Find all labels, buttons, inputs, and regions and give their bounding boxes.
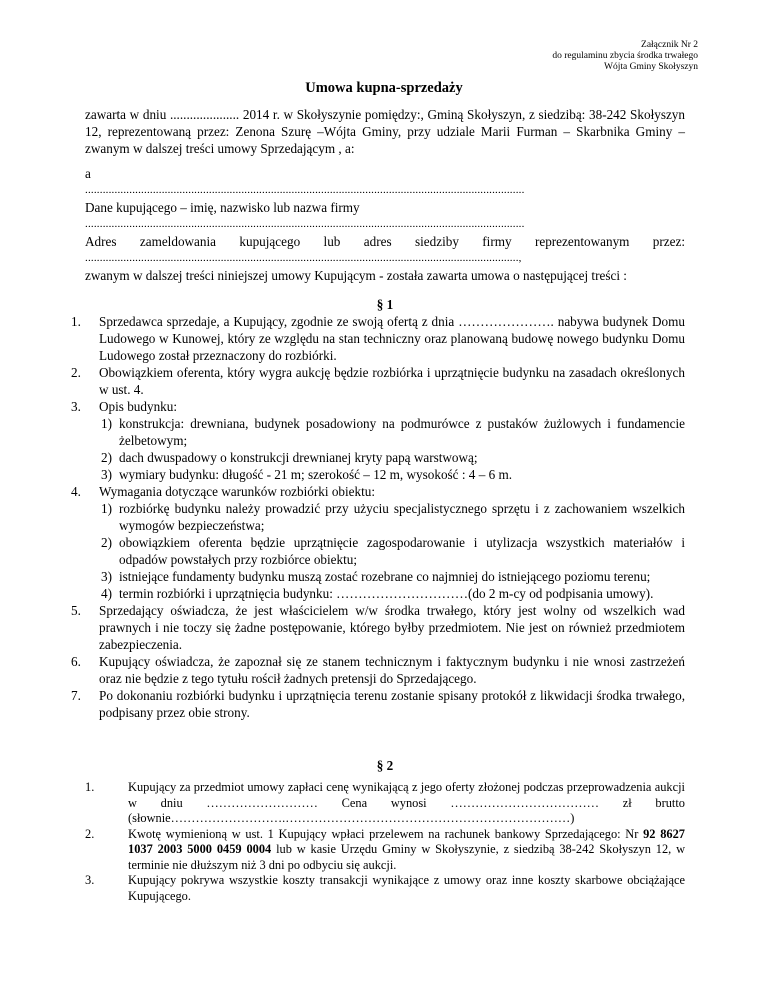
list-item <box>71 602 685 653</box>
annex-line-1: Załącznik Nr 2 <box>641 40 698 50</box>
item-number: 3) <box>101 569 112 584</box>
item-text: dach dwuspadowy o konstrukcji drewnianej kryty papą warstwową; <box>119 450 478 465</box>
section-1-list <box>71 313 685 721</box>
item-text: Kupujący za przedmiot umowy zapłaci cenę wynikającą z jego oferty złożonej podczas przeprowadzenia aukcji w dniu ……………………… Cena wynosi ……………………………… zł brutto (słownie……………………….……………………………………………………………) <box>128 780 685 825</box>
item-number: 5. <box>71 603 81 618</box>
list-item <box>85 534 685 568</box>
list-item <box>85 873 685 904</box>
annex-line-3: Wójta Gminy Skołyszyn <box>604 62 698 72</box>
item-text: lub w kasie Urzędu Gminy w Skołyszynie, z siedzibą 38-242 Skołyszyn 12, w terminie nie dłuższym niż 3 dni po odbyciu się aukcji. <box>128 842 686 872</box>
list-item <box>71 687 685 721</box>
item-number: 1) <box>101 416 112 431</box>
item-text: wymiary budynku: długość - 21 m; szerokość – 12 m, wysokość : 4 – 6 m. <box>119 467 513 482</box>
item-number: 2) <box>101 535 112 550</box>
sublist <box>85 415 685 483</box>
document-title: Umowa kupna-sprzedaży <box>305 80 463 96</box>
list-item <box>85 500 685 534</box>
buyer-dots-1: ..................................................................................................................................................... <box>85 184 525 196</box>
list-item <box>85 415 685 449</box>
sublist <box>85 500 685 602</box>
section-2-list <box>85 780 685 904</box>
item-number: 1. <box>71 314 81 329</box>
list-item <box>71 653 685 687</box>
item-number: 2. <box>85 826 95 841</box>
list-item <box>85 780 685 827</box>
item-number: 4. <box>71 484 81 499</box>
item-text: Po dokonaniu rozbiórki budynku i uprzątnięcia terenu zostanie spisany protokół z likwidacji środka trwałego, podpisany przez obie strony. <box>99 688 685 720</box>
buyer-dots-3: ..................................................................................................................................................., <box>85 252 522 264</box>
list-item <box>85 466 685 483</box>
item-number: 6. <box>71 654 81 669</box>
buyer-block <box>85 165 685 284</box>
buyer-label-2: Adres zameldowania kupującego lub adres siedziby firmy reprezentowanym przez: <box>85 234 685 249</box>
list-item <box>71 313 685 364</box>
item-text: Sprzedawca sprzedaje, a Kupujący, zgodnie ze swoją ofertą z dnia …………………. nabywa budynek Domu Ludowego w Kunowej, który ze względu na stan techniczny oraz planowaną budowę nowego budynku Domu Ludowego został przeznaczony do rozbiórki. <box>99 314 685 363</box>
item-text: Wymagania dotyczące warunków rozbiórki obiektu: <box>99 484 376 499</box>
list-item <box>71 483 685 602</box>
section-2 <box>85 758 685 904</box>
item-text: istniejące fundamenty budynku muszą zostać rozebrane co najmniej do istniejącego poziomu terenu; <box>119 569 651 584</box>
list-item <box>85 827 685 874</box>
list-item <box>85 585 685 602</box>
item-text: Kwotę wymienioną w ust. 1 Kupujący wpłaci przelewem na rachunek bankowy Sprzedającego: Nr <box>128 826 644 841</box>
annex-note <box>552 40 698 73</box>
item-text: termin rozbiórki i uprzątnięcia budynku: …………………………(do 2 m-cy od podpisania umowy). <box>119 586 654 601</box>
intro-paragraph: zawarta w dniu ..................... 2014 r. w Skołyszynie pomiędzy:, Gminą Skołyszyn, z siedzibą: 38-242 Skołyszyn 12, reprezentowaną przez: Zenona Szurę –Wójta Gminy, przy udziale Marii Furman – Skarbnika Gminy – zwanym w dalszej treści umowy Sprzedającym , a: <box>85 107 685 156</box>
item-number: 2) <box>101 450 112 465</box>
list-item <box>71 398 685 483</box>
item-text: Obowiązkiem oferenta, który wygra aukcję będzie rozbiórka i uprzątnięcie budynku na zasadach określonych w ust. 4. <box>99 365 685 397</box>
item-number: 4) <box>101 586 112 601</box>
item-number: 1. <box>85 780 95 794</box>
list-item <box>85 568 685 585</box>
item-text: Kupujący pokrywa wszystkie koszty transakcji wynikające z umowy oraz inne koszty skarbowe obciążające Kupującego. <box>128 873 685 903</box>
item-text: konstrukcja: drewniana, budynek posadowiony na podmurówce z pustaków żużlowych i fundamencie żelbetowym; <box>119 416 685 448</box>
section-1 <box>71 296 685 721</box>
item-text: Kupujący oświadcza, że zapoznał się ze stanem technicznym i faktycznym budynku i nie wnosi zastrzeżeń oraz nie będzie z tego tytułu rościł żadnych pretensji do Sprzedającego. <box>99 654 685 686</box>
section-2-heading: § 2 <box>376 758 394 773</box>
item-text: Sprzedający oświadcza, że jest właścicielem w/w środka trwałego, który jest wolny od wszelkich wad prawnych i nie toczy się żadne postępowanie, którego byłby przedmiotem. Nie jest on również przedmiotem zabezpieczenia. <box>99 603 685 652</box>
section-1-heading: § 1 <box>376 297 394 312</box>
item-number: 1) <box>101 501 112 516</box>
buyer-dots-2: ..................................................................................................................................................... <box>85 218 525 230</box>
item-number: 3. <box>71 399 81 414</box>
buyer-label-1: Dane kupującego – imię, nazwisko lub nazwa firmy <box>85 200 360 215</box>
buyer-a: a <box>85 166 91 181</box>
item-text: rozbiórkę budynku należy prowadzić przy użyciu specjalistycznego sprzętu i z zachowaniem wszelkich wymogów bezpieczeństwa; <box>119 501 685 533</box>
item-text: obowiązkiem oferenta będzie uprzątnięcie zagospodarowanie i utylizacja wszystkich materiałów i odpadów powstałych przy rozbiórce obiektu; <box>119 535 685 567</box>
bank-account-number: 92 8627 1037 2003 5000 0459 0004 <box>128 826 685 856</box>
list-item <box>85 449 685 466</box>
item-text: Opis budynku: <box>99 399 178 414</box>
item-number: 3) <box>101 467 112 482</box>
item-number: 7. <box>71 688 81 703</box>
list-item <box>71 364 685 398</box>
annex-line-2: do regulaminu zbycia środka trwałego <box>552 51 698 61</box>
buyer-closing: zwanym w dalszej treści niniejszej umowy Kupującym - została zawarta umowa o następującej treści : <box>85 268 627 283</box>
item-number: 2. <box>71 365 81 380</box>
item-number: 3. <box>85 873 95 887</box>
